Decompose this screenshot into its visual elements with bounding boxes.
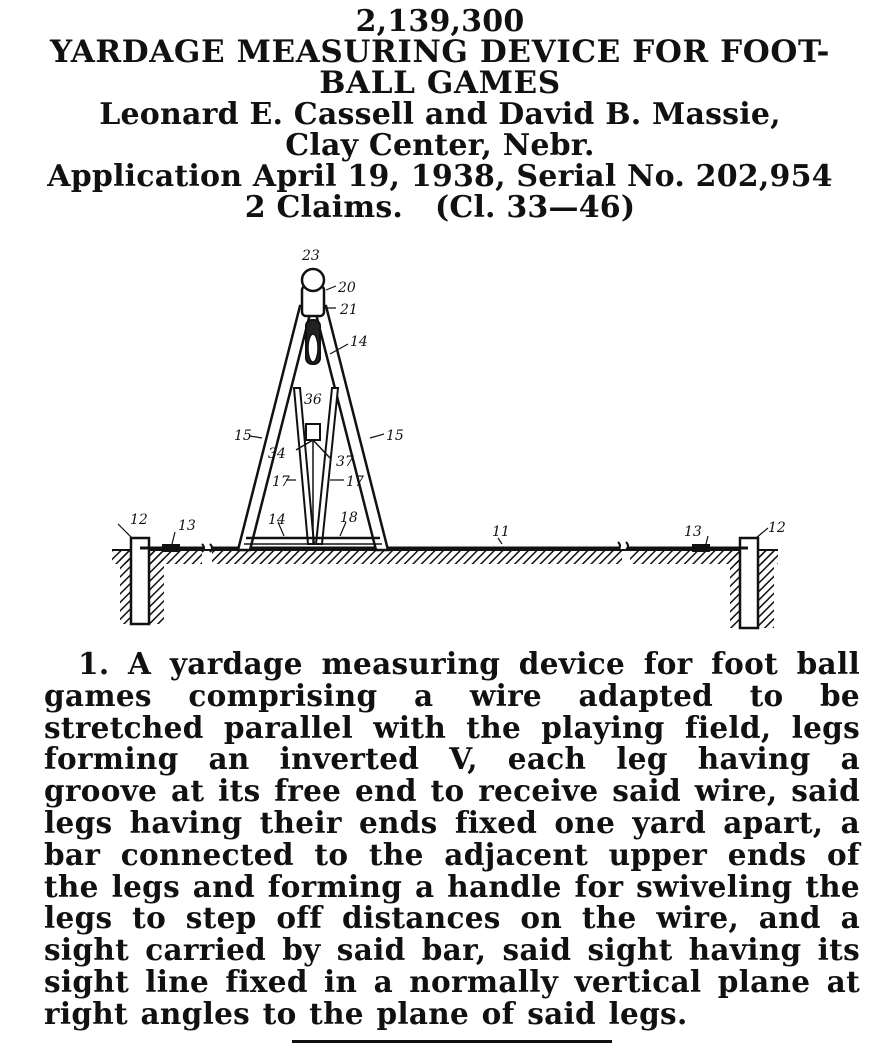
inner-leg-left: [294, 388, 314, 544]
stake-right: [740, 538, 758, 628]
ground-hatch-center: [212, 550, 622, 564]
label-13-left: 13: [178, 518, 196, 534]
label-20: 20: [338, 280, 356, 296]
patent-title-line-1: YARDAGE MEASURING DEVICE FOR FOOT-: [49, 34, 831, 70]
leader-lines: [118, 286, 768, 544]
patent-claims-line: 2 Claims. (Cl. 33—46): [244, 190, 636, 225]
label-17-left: 17: [272, 474, 290, 490]
label-23: 23: [302, 248, 320, 264]
patent-application: Application April 19, 1938, Serial No. 202,954: [47, 159, 833, 194]
patent-title-line-2: BALL GAMES: [319, 65, 561, 101]
closing-rule: [292, 1040, 612, 1043]
label-12-right: 12: [768, 520, 786, 536]
patent-inventors: Leonard E. Cassell and David B. Massie,: [99, 97, 781, 132]
clamp-right: [692, 544, 710, 552]
label-15-left: 15: [234, 428, 252, 444]
label-37: 37: [336, 454, 354, 470]
wire-break-right: [618, 542, 628, 550]
stake-left: [131, 538, 149, 624]
inner-leg-right: [316, 388, 338, 544]
label-34: 34: [268, 446, 286, 462]
label-13-right: 13: [684, 524, 702, 540]
pulley-wheel: [308, 334, 318, 362]
label-15-right: 15: [386, 428, 404, 444]
claim-1-text: 1. A yardage measuring device for foot ball games comprising a wire adapted to be stretched parallel with the playing field, legs forming an inverted V, each leg having a groove at its free end to receive said wire, said legs having their ends fixed one yard apart, a bar connected to the adjacent upper ends of the legs and forming a handle for swiveling the legs to step off distances on the wire, and a sight carried by said bar, said sight having its sight line fixed in a normally vertical plane at right angles to the plane of said legs.: [44, 646, 860, 1031]
label-36: 36: [304, 392, 322, 408]
drawing-svg: [100, 248, 790, 640]
label-18: 18: [340, 510, 358, 526]
patent-number: 2,139,300: [355, 4, 525, 39]
patent-header: [0, 6, 880, 223]
patent-drawing: [100, 248, 790, 640]
patent-location: Clay Center, Nebr.: [285, 128, 595, 163]
label-12-left: 12: [130, 512, 148, 528]
label-21: 21: [340, 302, 358, 318]
label-14-bar: 14: [268, 512, 286, 528]
sight-box: [306, 424, 320, 440]
label-17-right: 17: [346, 474, 364, 490]
clamp-left: [162, 544, 180, 552]
top-knob: [302, 269, 324, 291]
label-14-top: 14: [350, 334, 368, 350]
label-11: 11: [492, 524, 510, 540]
